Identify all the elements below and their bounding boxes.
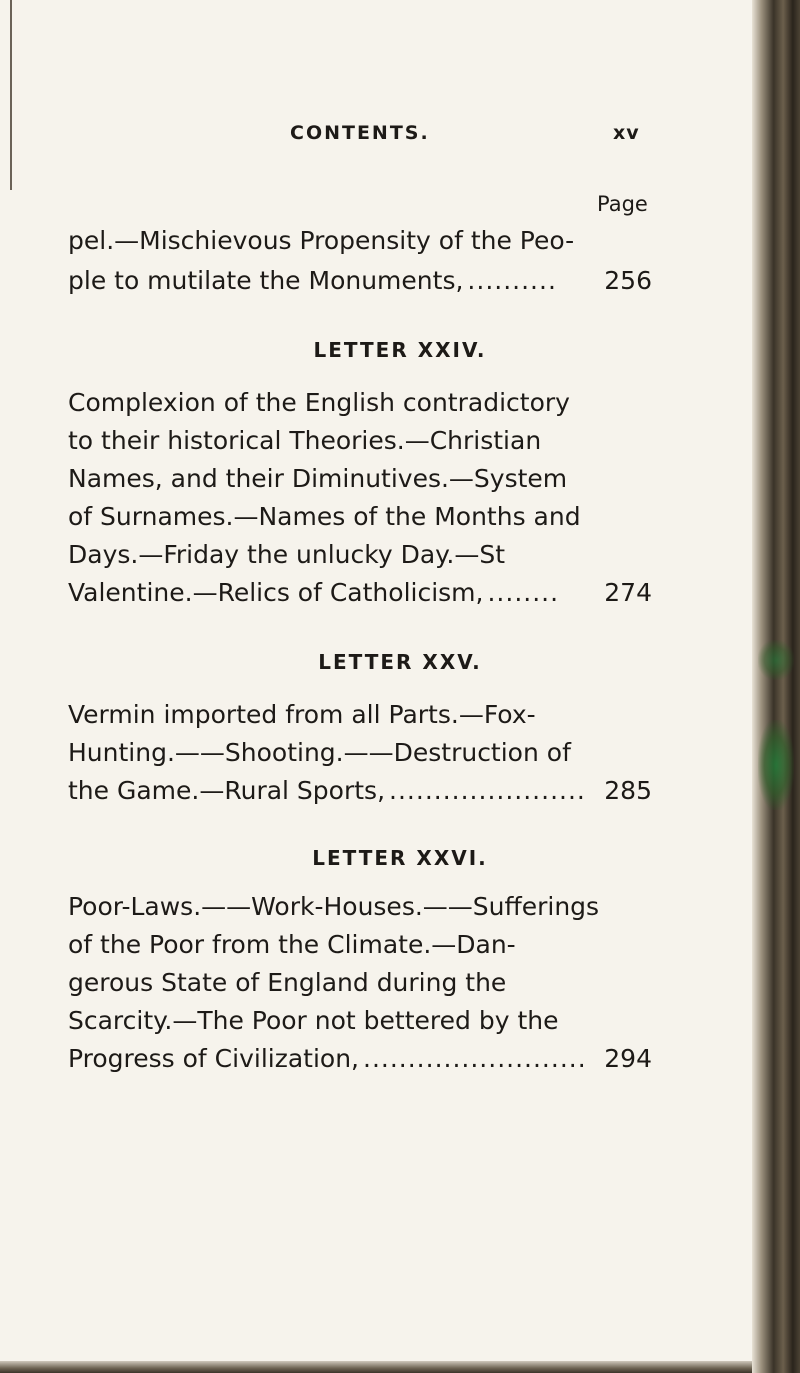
leader-dots: ......................... xyxy=(363,1044,587,1073)
page-column-label: Page xyxy=(597,192,648,216)
entry-last-line xyxy=(68,576,652,610)
entry-line: of the Poor from the Climate.—Dan- xyxy=(68,930,516,959)
entry-line: Days.—Friday the unlucky Day.—St xyxy=(68,540,505,569)
entry-last-line xyxy=(68,774,652,808)
entry-line: Scarcity.—The Poor not bettered by the xyxy=(68,1006,559,1035)
leader-dots: ...................... xyxy=(389,776,586,805)
entry-line: to their historical Theories.—Christian xyxy=(68,426,542,455)
entry-line: Vermin imported from all Parts.—Fox- xyxy=(68,700,536,729)
entry-line: gerous State of England during the xyxy=(68,968,507,997)
entry-line: Names, and their Diminutives.—System xyxy=(68,464,568,493)
page-edge-rule xyxy=(10,0,12,190)
running-header-title: CONTENTS. xyxy=(290,122,430,144)
letter-heading: LETTER XXV. xyxy=(318,650,482,674)
entry-page-number: 294 xyxy=(604,1044,652,1073)
entry-line: of Surnames.—Names of the Months and xyxy=(68,502,581,531)
spine-stain xyxy=(758,640,794,680)
letter-heading: LETTER XXVI. xyxy=(312,846,488,870)
entry-page-number: 285 xyxy=(604,776,652,805)
leader-dots: ........ xyxy=(487,578,560,607)
spine-stain xyxy=(758,720,794,810)
entry-text: Valentine.—Relics of Catholicism, xyxy=(68,578,484,607)
entry-last-line xyxy=(68,264,652,298)
entry-page-number: 256 xyxy=(604,266,652,295)
entry-text: Progress of Civilization, xyxy=(68,1044,359,1073)
entry-line: pel.—Mischievous Propensity of the Peo- xyxy=(68,226,575,255)
entry-page-number: 274 xyxy=(604,578,652,607)
entry-line: Hunting.——Shooting.——Destruction of xyxy=(68,738,571,767)
book-spine-edge xyxy=(752,0,800,1373)
entry-text: ple to mutilate the Monuments, xyxy=(68,266,464,295)
page-bottom-edge xyxy=(0,1361,760,1373)
running-header xyxy=(0,122,800,152)
running-header-page-number: xv xyxy=(613,122,640,144)
entry-line: Complexion of the English contradictory xyxy=(68,388,570,417)
leader-dots: .......... xyxy=(467,266,557,295)
letter-heading: LETTER XXIV. xyxy=(313,338,487,362)
entry-last-line xyxy=(68,1042,652,1076)
entry-text: the Game.—Rural Sports, xyxy=(68,776,386,805)
entry-line: Poor-Laws.——Work-Houses.——Sufferings xyxy=(68,892,600,921)
